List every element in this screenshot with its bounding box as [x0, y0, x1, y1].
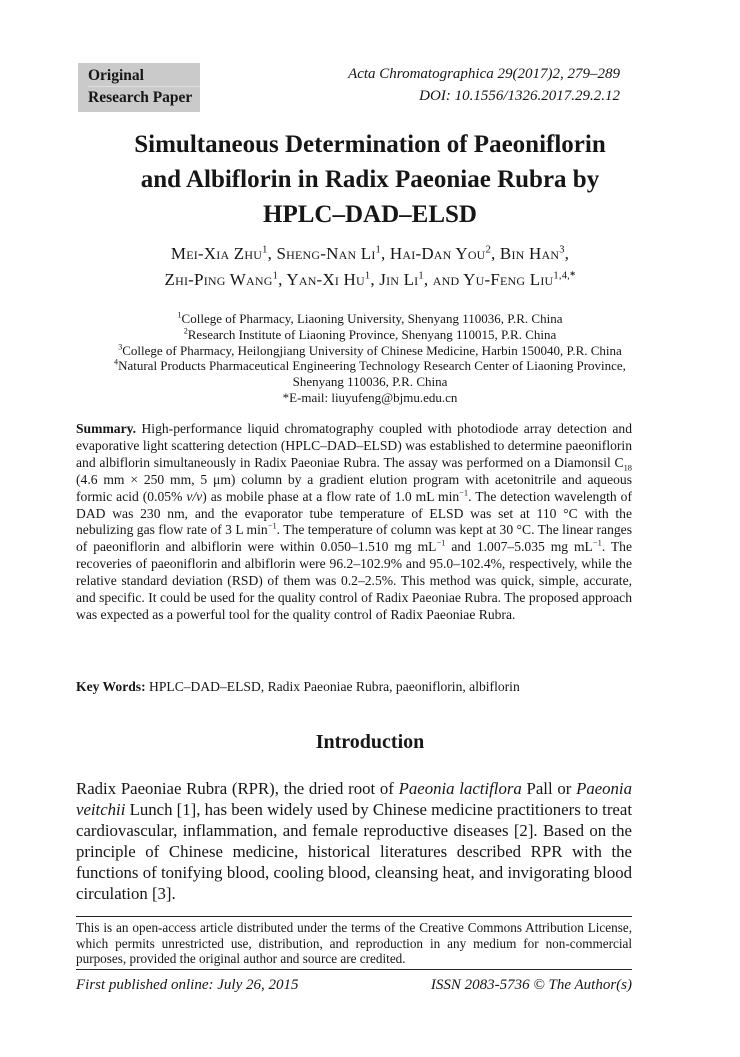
article-title-line-3: HPLC–DAD–ELSD — [263, 201, 477, 228]
publication-row — [76, 975, 632, 995]
corresponding-email: *E-mail: liuyufeng@bjmu.edu.cn — [282, 389, 458, 405]
article-type-line-2: Research Paper — [88, 89, 193, 106]
journal-info — [348, 64, 620, 107]
article-title — [0, 127, 740, 232]
issn-line: ISSN 2083-5736 © The Author(s) — [430, 976, 632, 993]
affiliations — [0, 311, 740, 406]
affiliation-4: $^4$Natural Products Pharmaceutical Engineering Technology Research Center of Liaoning Province, — [114, 358, 626, 374]
journal-reference: Acta Chromatographica 29(2017)2, 279–289 — [348, 66, 620, 82]
license-footnote: This is an open-access article distributed under the terms of the Creative Commons Attribution License, which permits unrestricted use, distribution, and reproduction in any medium for non-commercial purposes, provided the original author and source are credited. — [76, 916, 632, 970]
summary-paragraph: Summary. High-performance liquid chromatography coupled with photodiode array detection and evaporative light scattering detection (HPLC–DAD–ELSD) was established to determine paeoniflorin and albiflorin simultaneously in Radix Paeoniae Rubra. The assay was performed on a Diamonsil $C_{18}$ (4.6 mm × 250 mm, 5 μm) column by a gradient elution program with acetonitrile and aqueous formic acid (0.05% v/v) as mobile phase at a flow rate of 1.0 mL $\min^{-1}$. The detection wavelength of DAD was 230 nm, and the evaporator tube temperature of ELSD was set at 110 °C with the nebulizing gas flow rate of 3 L $\min^{-1}$. The temperature of column was kept at 30 °C. The linear ranges of paeoniflorin and albiflorin were within 0.050–1.510 mg $mL^{-1}$ and 1.007–5.035 mg $mL^{-1}$. The recoveries of paeoniflorin and albiflorin were 96.2–102.9% and 95.0–102.4%, respectively, while the relative standard deviation (RSD) of them was 0.2–2.5%. This method was quick, simple, accurate, and specific. It could be used for the quality control of Radix Paeoniae Rubra. The proposed approach was expected as a powerful tool for the quality control of Radix Paeoniae Rubra. — [76, 421, 632, 622]
author-list — [0, 241, 740, 293]
keywords-line: Key Words: HPLC–DAD–ELSD, Radix Paeoniae Rubra, paeoniflorin, albiflorin — [76, 679, 520, 694]
affiliation-4-continued: Shenyang 110036, P.R. China — [292, 374, 448, 390]
introduction-paragraph: Radix Paeoniae Rubra (RPR), the dried root of Paeonia lactiflora Pall or Paeonia veitchii Lunch [1], has been widely used by Chinese medicine practitioners to treat cardiovascular, inflammation, and female reproductive diseases [2]. Based on the principle of Chinese medicine, historical literatures described RPR with the functions of tonifying blood, cooling blood, cleansing heat, and invigorating blood circulation [3]. — [76, 779, 632, 904]
article-type-line-1: Original — [88, 65, 200, 87]
affiliation-3: $^3$College of Pharmacy, Heilongjiang University of Chinese Medicine, Harbin 150040, P.R. China — [118, 342, 622, 358]
author-line-2: Zhi-Ping Wang$^1$, Yan-Xi Hu$^1$, Jin Li$^1$, and Yu-Feng Liu$^{1,4,*}$ — [164, 270, 576, 289]
doi-line: DOI: 10.1556/1326.2017.29.2.12 — [419, 87, 620, 104]
first-published-line: First published online: July 26, 2015 — [76, 976, 299, 993]
footer-region — [76, 916, 632, 995]
author-line-1: Mei-Xia Zhu$^1$, Sheng-Nan Li$^1$, Hai-Dan You$^2$, Bin Han$^3$, — [170, 244, 570, 263]
affiliation-2: $^2$Research Institute of Liaoning Province, Shenyang 110015, P.R. China — [183, 326, 557, 342]
article-type-badge — [78, 63, 200, 112]
article-title-line-1: Simultaneous Determination of Paeoniflorin — [134, 131, 606, 158]
article-title-line-2: and Albiflorin in Radix Paeoniae Rubra by — [140, 166, 600, 193]
affiliation-1: $^1$College of Pharmacy, Liaoning University, Shenyang 110036, P.R. China — [177, 310, 563, 326]
introduction-heading: Introduction — [315, 731, 425, 753]
